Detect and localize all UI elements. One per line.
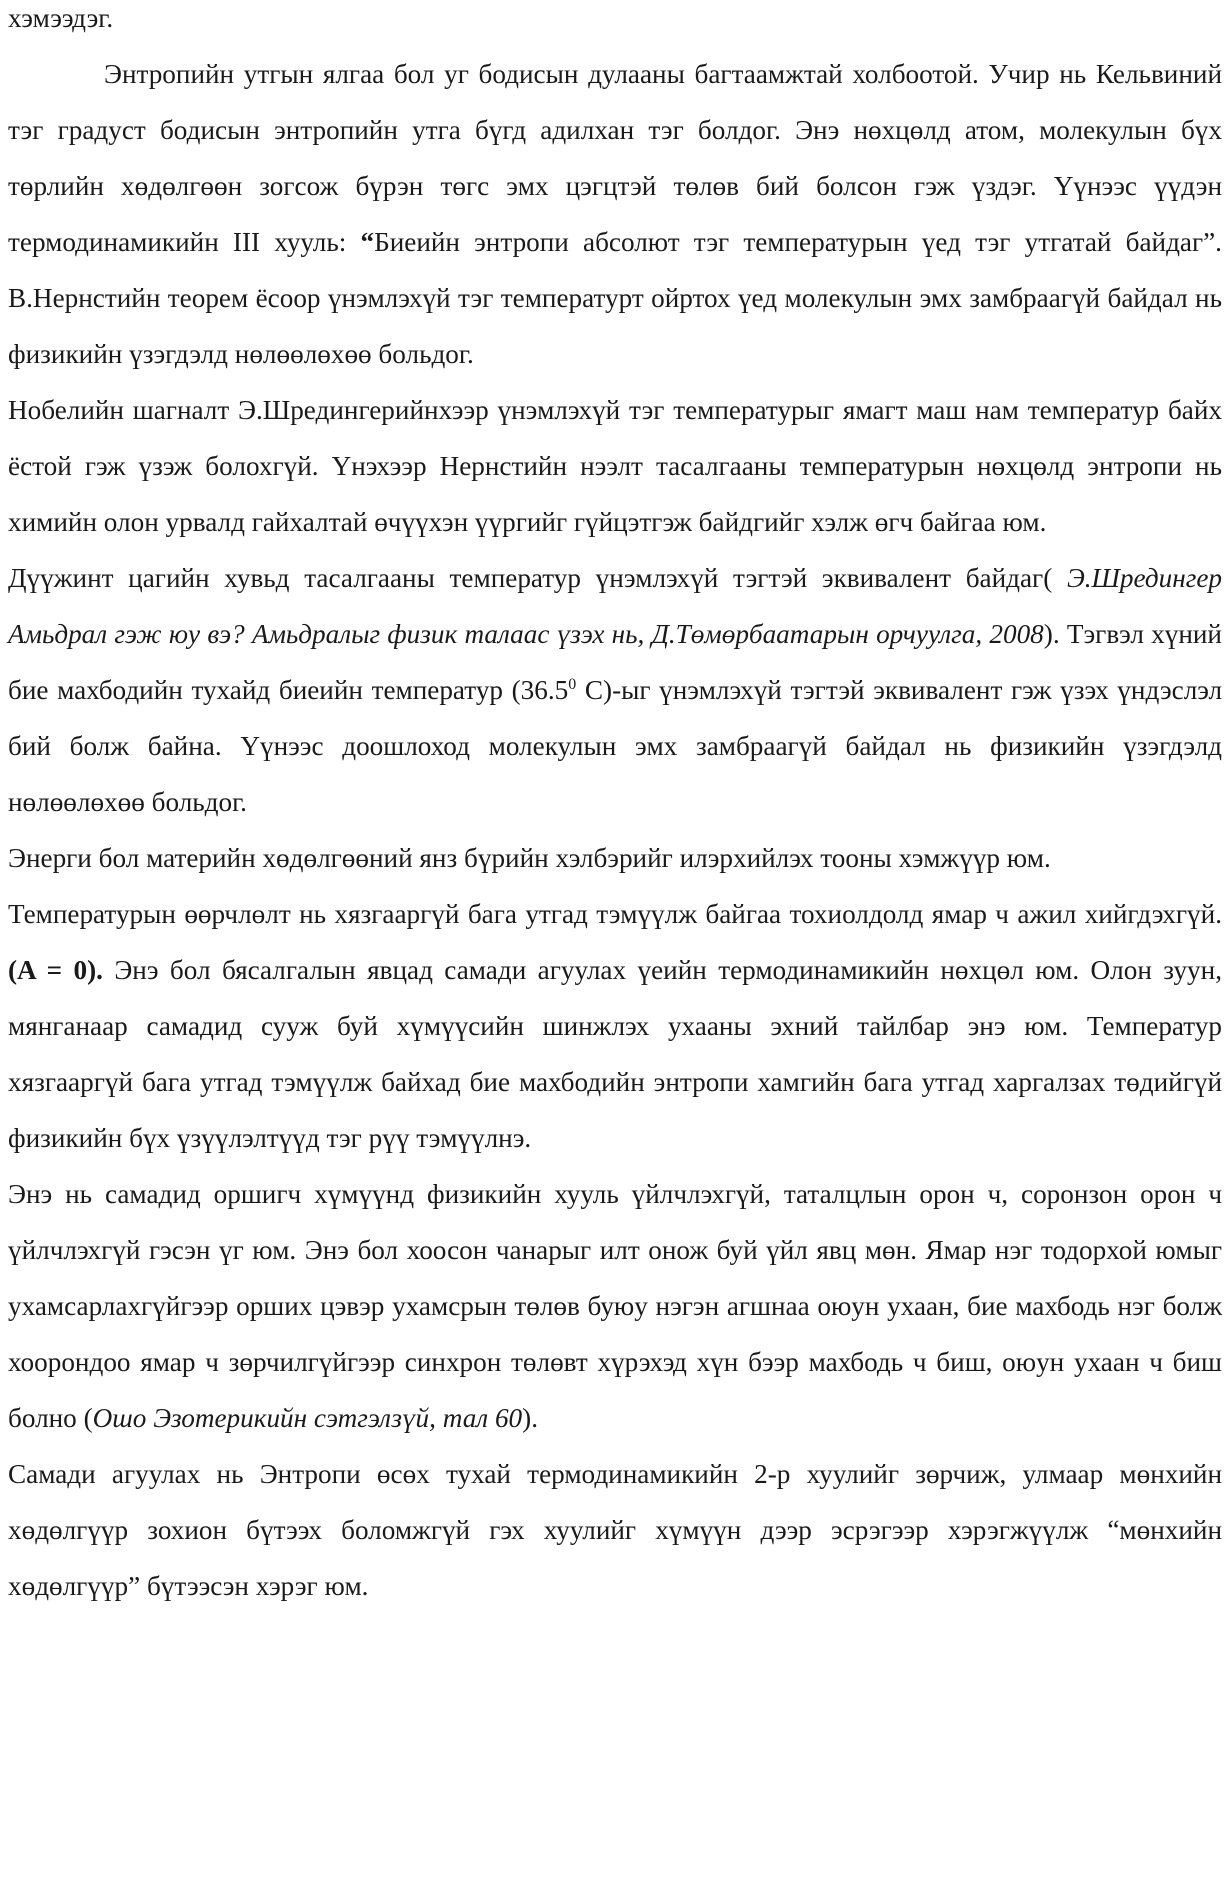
paragraph-pendulum-clock (8, 550, 1222, 830)
paragraph-text: Самади агуулах нь Энтропи өсөх тухай термодинамикийн 2-р хуулийг зөрчиж, улмаар мөнхийн хөдөлгүүр зохион бүтээх боломжгүй гэх хуулийг хүмүүн дээр эсрэгээр хэрэгжүүлж “мөнхийн хөдөлгүүр” бүтээсэн хэрэг юм. (8, 1459, 1222, 1601)
paragraph-text: Энэ нь самадид оршигч хүмүүнд физикийн хууль үйлчлэхгүй, таталцлын орон ч, соронзон орон ч үйлчлэхгүй гэсэн үг юм. Энэ бол хоосон чанарыг илт онож буй үйл явц мөн. Ямар нэг тодорхой юмыг ухамсарлахгүйгээр орших цэвэр ухамсрын төлөв буюу нэгэн агшнаа оюун ухаан, бие махбодь нэг болж хоорондоо ямар ч зөрчилгүйгээр синхрон төлөвт хүрэхэд хүн бээр махбодь ч биш, оюун ухаан ч биш болно ( (8, 1179, 1222, 1433)
paragraph-schrodinger (8, 382, 1222, 550)
paragraph-samadhi (8, 1166, 1222, 1446)
document-body (8, 0, 1222, 1614)
paragraph-text: Температурын өөрчлөлт нь хязгааргүй бага утгад тэмүүлж байгаа тохиолдолд ямар ч ажил хийгдэхгүй. (8, 899, 1222, 929)
degree-superscript: 0 (568, 675, 577, 693)
paragraph-text: Дүүжинт цагийн хувьд тасалгааны температур үнэмлэхүй тэгтэй эквивалент байдаг( (8, 563, 1067, 593)
paragraph-perpetual-motion (8, 1446, 1222, 1614)
paragraph-text: С)-ыг үнэмлэхүй тэгтэй эквивалент гэж үзэх үндэслэл бий болж байна. Үүнээс доошлоход молекулын эмх замбраагүй байдал нь физикийн үзэгдэлд нөлөөлөхөө больдог. (8, 675, 1223, 817)
paragraph-entropy-third-law (8, 46, 1222, 382)
work-equation: (A = 0). (8, 955, 103, 985)
citation-schrodinger: Э.Шредингер Амьдрал гэж юу вэ? Амьдралыг физик талаас үзэх нь, Д.Төмөрбаатарын орчуулга, 2008 (8, 563, 1222, 649)
paragraph-text: Энтропийн утгын ялгаа бол уг бодисын дулааны багтаамжтай холбоотой. Учир нь Кельвиний тэг градуст бодисын энтропийн утга бүгд адилхан тэг болдог. Энэ нөхцөлд атом, молекулын бүх төрлийн хөдөлгөөн зогсож бүрэн төгс эмх цэгцтэй төлөв бий болсон гэж үздэг. Үүнээс үүдэн термодинамикийн III хууль: (8, 59, 1222, 257)
paragraph-text: ). (522, 1403, 538, 1433)
quoted-law-text: Биеийн энтропи абсолют тэг температурын үед тэг утгатай байдаг”. В.Нернстийн теорем ёсоор үнэмлэхүй тэг температурт ойртох үед молекулын эмх замбраагүй байдал нь физикийн үзэгдэлд нөлөөлөхөө больдог. (8, 227, 1222, 369)
paragraph-text: Энэ бол бясалгалын явцад самади агуулах үеийн термодинамикийн нөхцөл юм. Олон зуун, мянганаар самадид сууж буй хүмүүсийн шинжлэх ухааны эхний тайлбар энэ юм. Температур хязгааргүй бага утгад тэмүүлж байхад бие махбодийн энтропи хамгийн бага утгад харгалзах төдийгүй физикийн бүх үзүүлэлтүүд тэг рүү тэмүүлнэ. (8, 955, 1222, 1153)
paragraph-temperature-change (8, 886, 1222, 1166)
paragraph-text: Нобелийн шагналт Э.Шредингерийнхээр үнэмлэхүй тэг температурыг ямагт маш нам температур байх ёстой гэж үзэж болохгүй. Үнэхээр Нернстийн нээлт тасалгааны температурын нөхцөлд энтропи нь химийн олон урвалд гайхалтай өчүүхэн үүргийг гүйцэтгэж байдгийг хэлж өгч байгаа юм. (8, 395, 1222, 537)
paragraph-text: Энерги бол материйн хөдөлгөөний янз бүрийн хэлбэрийг илэрхийлэх тооны хэмжүүр юм. (8, 843, 1051, 873)
paragraph-text: хэмээдэг. (8, 3, 114, 33)
paragraph-energy (8, 830, 1222, 886)
paragraph-text: ). Тэгвэл хүний бие махбодийн тухайд биеийн температур (36.5 (8, 619, 1222, 705)
quote-open-mark: “ (360, 227, 375, 257)
paragraph-continuation (8, 0, 1222, 46)
citation-osho: Ошо Эзотерикийн сэтгэлзүй, тал 60 (92, 1403, 523, 1433)
